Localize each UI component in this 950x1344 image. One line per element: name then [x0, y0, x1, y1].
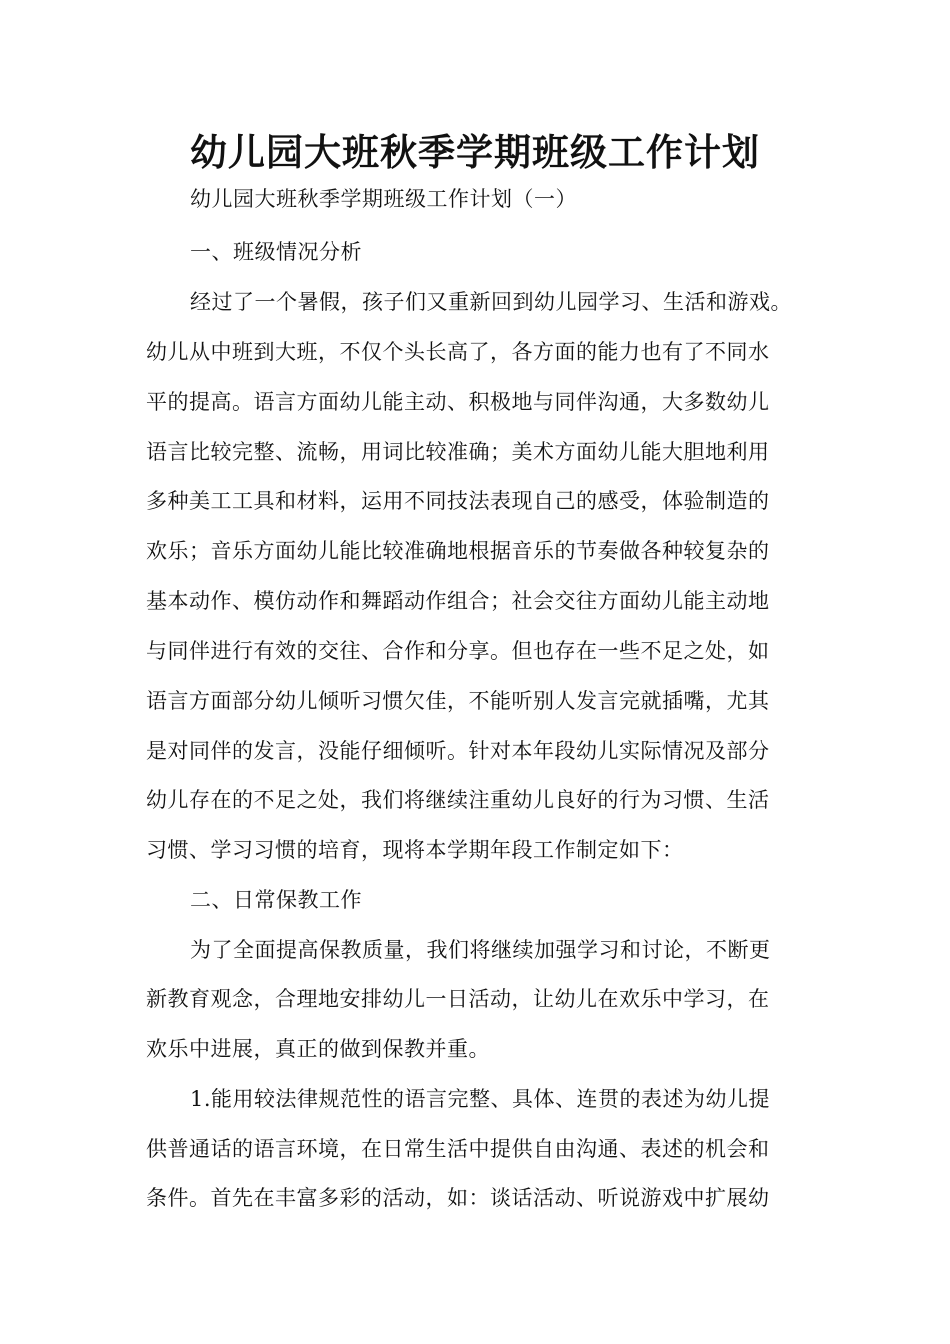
section-heading-2: 二、日常保教工作 [190, 888, 362, 912]
paragraph-line: 幼儿从中班到大班，不仅个头长高了，各方面的能力也有了不同水 [146, 340, 770, 364]
paragraph-line: 平的提高。语言方面幼儿能主动、积极地与同伴沟通，大多数幼儿 [146, 390, 770, 414]
paragraph-line: 欢乐；音乐方面幼儿能比较准确地根据音乐的节奏做各种较复杂的 [146, 539, 770, 563]
paragraph-line: 条件。首先在丰富多彩的活动，如：谈话活动、听说游戏中扩展幼 [146, 1186, 770, 1210]
section-heading-1: 一、班级情况分析 [190, 240, 362, 264]
paragraph-line: 为了全面提高保教质量，我们将继续加强学习和讨论，不断更 [190, 938, 771, 962]
paragraph-line: 经过了一个暑假，孩子们又重新回到幼儿园学习、生活和游戏。 [190, 290, 792, 314]
paragraph-line: 习惯、学习习惯的培育，现将本学期年段工作制定如下： [146, 838, 684, 862]
paragraph-line: 幼儿存在的不足之处，我们将继续注重幼儿良好的行为习惯、生活 [146, 788, 770, 812]
paragraph-line: 1.能用较法律规范性的语言完整、具体、连贯的表述为幼儿提 [190, 1087, 771, 1111]
paragraph-line: 新教育观念，合理地安排幼儿一日活动，让幼儿在欢乐中学习，在 [146, 987, 770, 1011]
document-title: 幼儿园大班秋季学期班级工作计划 [190, 131, 760, 174]
paragraph-line: 欢乐中进展，真正的做到保教并重。 [146, 1037, 490, 1061]
paragraph-line: 供普通话的语言环境，在日常生活中提供自由沟通、表述的机会和 [146, 1137, 770, 1161]
paragraph-line: 基本动作、模仿动作和舞蹈动作组合；社会交往方面幼儿能主动地 [146, 589, 770, 613]
paragraph-line: 语言方面部分幼儿倾听习惯欠佳，不能听别人发言完就插嘴，尤其 [146, 689, 770, 713]
paragraph-line: 语言比较完整、流畅，用词比较准确；美术方面幼儿能大胆地利用 [146, 440, 770, 464]
subtitle: 幼儿园大班秋季学期班级工作计划（一） [190, 187, 577, 211]
paragraph-line: 是对同伴的发言，没能仔细倾听。针对本年段幼儿实际情况及部分 [146, 739, 770, 763]
paragraph-line: 与同伴进行有效的交往、合作和分享。但也存在一些不足之处，如 [146, 639, 770, 663]
paragraph-line: 多种美工工具和材料，运用不同技法表现自己的感受，体验制造的 [146, 489, 770, 513]
